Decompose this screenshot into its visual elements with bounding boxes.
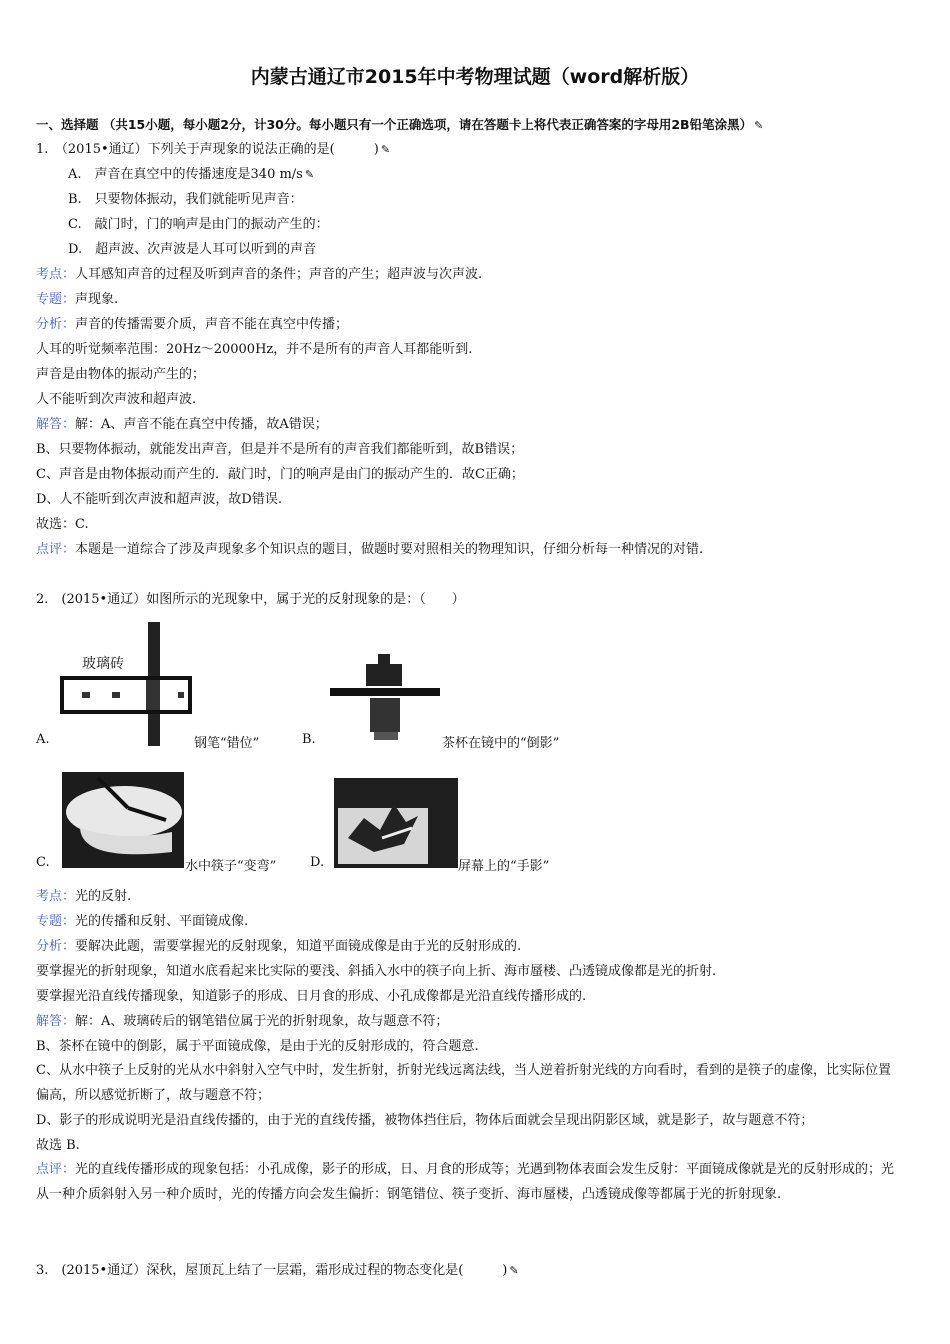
- q1-fenxi-line3: 声音是由物体的振动产生的；: [36, 367, 206, 382]
- q1-option-d: D. 超声波、次声波是人耳可以听到的声音: [68, 242, 317, 257]
- glass-brick-shape: [62, 678, 190, 712]
- q2-jieda: 解答：解：A、玻璃砖后的钢笔错位属于光的折射现象，故与题意不符；: [36, 1014, 449, 1029]
- q2-option-a-letter: A.: [36, 732, 50, 747]
- q1-jieda-line2: B、只要物体振动，就能发出声音，但是并不是所有的声音我们都能听到，故B错误；: [36, 442, 524, 457]
- q1-jieda: 解答：解：A、声音不能在真空中传播，故A错误；: [36, 417, 328, 432]
- q2-option-b-caption: 茶杯在镜中的“倒影”: [442, 736, 560, 751]
- q1-fenxi-line2: 人耳的听觉频率范围：20Hz～20000Hz，并不是所有的声音人耳都能听到.: [36, 342, 473, 357]
- q1-kaodian: 考点：人耳感知声音的过程及听到声音的条件；声音的产生；超声波与次声波.: [36, 267, 483, 282]
- q1-jieda-line4: D、人不能听到次声波和超声波，故D错误.: [36, 492, 282, 507]
- q2-fenxi-line2: 要掌握光的折射现象，知道水底看起来比实际的要浅、斜插入水中的筷子向上折、海市蜃楼、凸透镜成像都是光的折射.: [36, 964, 717, 979]
- page-title: 内蒙古通辽市2015年中考物理试题（word解析版）: [250, 66, 700, 88]
- q2-kaodian: 考点：光的反射.: [36, 889, 132, 904]
- q1-dianping: 点评：本题是一道综合了涉及声现象多个知识点的题目，做题时要对照相关的物理知识，仔细分析每一种情况的对错.: [36, 542, 704, 557]
- q2-dianping: 点评：光的直线传播形成的现象包括：小孔成像，影子的形成，日、月食的形成等；光遇到物体表面会发生反射：平面镜成像就是光的反射形成的；光从一种介质斜射入另一种介质时，光的传播方向会发生偏折：钢笔错位、筷子变折、海市蜃楼，凸透镜成像等都属于光的折射现象.: [36, 1162, 895, 1202]
- pointer-icon: ✎: [509, 1264, 519, 1277]
- q2-zhuanti: 专题：光的传播和反射、平面镜成像.: [36, 914, 249, 929]
- glass-brick-label: 玻璃砖: [82, 656, 124, 672]
- q2-option-c-caption: 水中筷子“变弯”: [185, 859, 277, 874]
- figure-hand-shadow: [334, 778, 458, 868]
- q1-option-b: B. 只要物体振动，我们就能听见声音：: [68, 192, 303, 207]
- teacup-reflection-shape: [370, 698, 400, 732]
- q2-stem: 2. (2015•通辽）如图所示的光现象中，属于光的反射现象的是：（ ）: [36, 592, 465, 607]
- q2-fenxi: 分析：要解决此题，需要掌握光的反射现象，知道平面镜成像是由于光的反射形成的.: [36, 939, 522, 954]
- q2-jieda-line4: D、影子的形成说明光是沿直线传播的，由于光的直线传播，被物体挡住后，物体后面就会呈现出阴影区域，就是影子，故与题意不符；: [36, 1113, 814, 1128]
- q3-stem: 3. (2015•通辽）深秋，屋顶瓦上结了一层霜，霜形成过程的物态变化是( ) ✎: [36, 1263, 519, 1278]
- q1-zhuanti: 专题：声现象.: [36, 292, 119, 307]
- q1-answer: 故选：C.: [36, 517, 89, 532]
- q1-fenxi: 分析：声音的传播需要介质，声音不能在真空中传播；: [36, 317, 349, 332]
- q1-option-c: C. 敲门时，门的响声是由门的振动产生的：: [68, 217, 329, 232]
- q2-option-d-letter: D.: [310, 855, 325, 870]
- q2-answer: 故选 B.: [36, 1138, 80, 1153]
- q2-fenxi-line3: 要掌握光沿直线传播现象，知道影子的形成、日月食的形成、小孔成像都是光沿直线传播形成的.: [36, 989, 587, 1004]
- pointer-icon: ✎: [754, 119, 764, 132]
- q2-option-d-caption: 屏幕上的“手影”: [458, 859, 550, 874]
- section-heading: 一、选择题 （共15小题，每小题2分，计30分。每小题只有一个正确选项，请在答题卡上将代表正确答案的字母用2B铅笔涂黑） ✎: [36, 117, 764, 132]
- pen-shifted-shape: [146, 680, 160, 710]
- q2-option-a-caption: 钢笔“错位”: [194, 736, 260, 751]
- q1-fenxi-line4: 人不能听到次声波和超声波.: [36, 392, 197, 407]
- q1-jieda-line3: C、声音是由物体振动而产生的．敲门时，门的响声是由门的振动产生的．故C正确；: [36, 467, 524, 482]
- mirror-shape: [330, 688, 440, 696]
- figure-teacup-mirror: [328, 652, 440, 746]
- q2-option-b-letter: B.: [302, 732, 316, 747]
- q1-stem: 1. （2015•通辽）下列关于声现象的说法正确的是( ) ✎: [36, 142, 391, 157]
- pointer-icon: ✎: [304, 168, 315, 181]
- q2-option-c-letter: C.: [36, 855, 50, 870]
- figure-glass-brick-pen: [60, 620, 196, 750]
- teacup-shape: [366, 664, 402, 686]
- q2-jieda-line2: B、茶杯在镜中的倒影，属于平面镜成像，是由于光的反射形成的，符合题意.: [36, 1039, 479, 1054]
- q1-option-a: A. 声音在真空中的传播速度是340 m/s ✎: [68, 167, 315, 182]
- pointer-icon: ✎: [380, 143, 391, 156]
- q2-jieda-line3: C、从水中筷子上反射的光从水中斜射入空气中时，发生折射，折射光线远离法线，当人逆着折射光线的方向看时，看到的是筷子的虚像，比实际位置偏高，所以感觉折断了，故与题意不符；: [36, 1063, 891, 1103]
- figure-chopsticks-water: [62, 772, 184, 868]
